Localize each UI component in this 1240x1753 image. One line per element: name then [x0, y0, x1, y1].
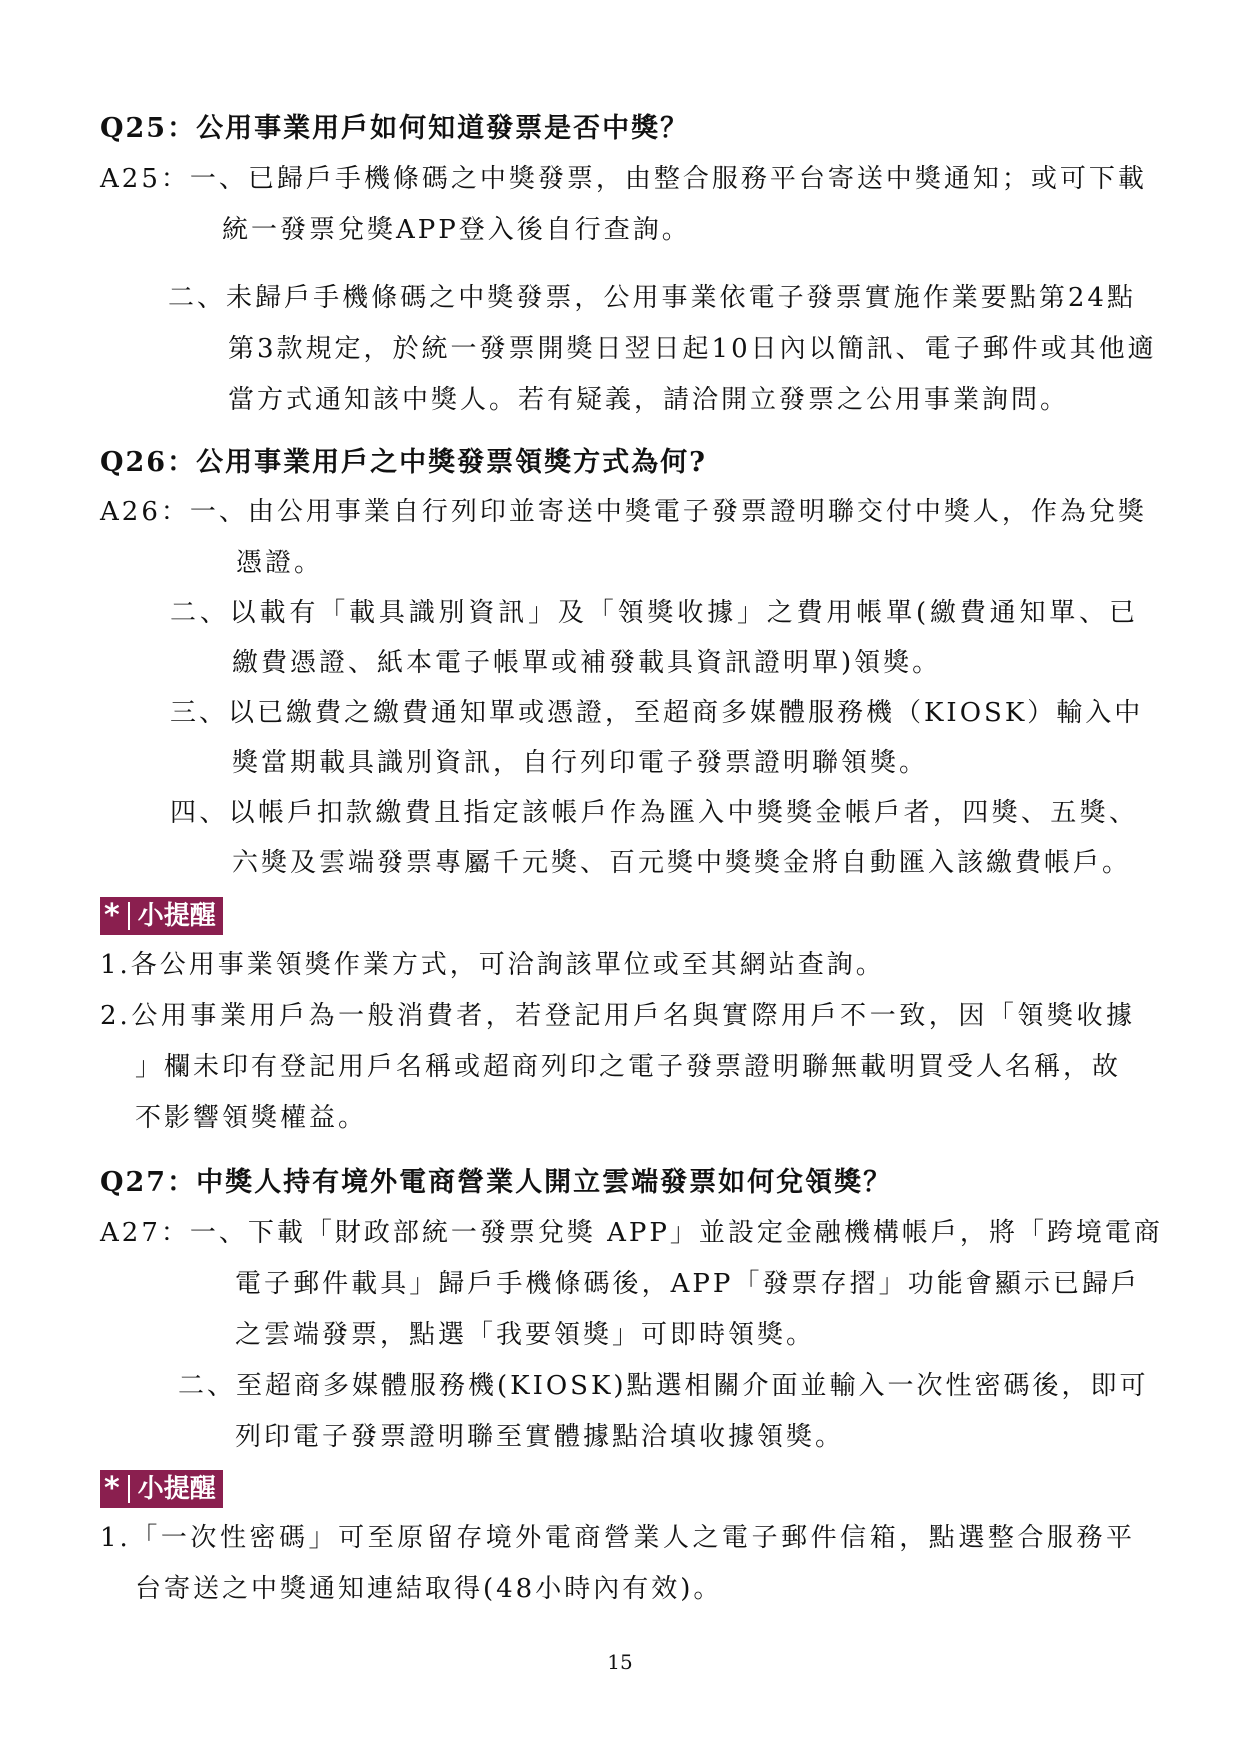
- answer-q26-line-8: 六獎及雲端發票專屬千元獎、百元獎中獎獎金將自動匯入該繳費帳戶。: [232, 848, 1132, 878]
- asterisk-icon: *: [104, 1471, 120, 1506]
- asterisk-icon: *: [104, 898, 120, 933]
- answer-q25-line-4: 第3款規定，於統一發票開獎日翌日起10日內以簡訊、電子郵件或其他適: [228, 334, 1157, 364]
- badge-divider: [128, 902, 130, 930]
- answer-q25-line-2: 統一發票兌獎APP登入後自行查詢。: [222, 215, 691, 245]
- question-q26: Q26：公用事業用戶之中獎發票領獎方式為何?: [100, 447, 707, 478]
- answer-q27-line-2: 電子郵件載具」歸戶手機條碼後，APP「發票存摺」功能會顯示已歸戶: [235, 1269, 1140, 1299]
- answer-q26-line-5: 三、以已繳費之繳費通知單或憑證，至超商多媒體服務機（KIOSK）輸入中: [170, 698, 1144, 728]
- page-number: 15: [607, 1650, 633, 1674]
- reminder-label: 小提醒: [137, 901, 216, 931]
- answer-q25-line-5: 當方式通知該中獎人。若有疑義，請洽開立發票之公用事業詢問。: [228, 385, 1070, 415]
- answer-q25-line-3: 二、未歸戶手機條碼之中獎發票，公用事業依電子發票實施作業要點第24點: [168, 283, 1136, 313]
- reminder-1-line-2: 2.公用事業用戶為一般消費者，若登記用戶名與實際用戶不一致，因「領獎收據: [100, 1001, 1135, 1031]
- question-q27: Q27：中獎人持有境外電商營業人開立雲端發票如何兌領獎？: [100, 1167, 893, 1198]
- answer-q27-line-5: 列印電子發票證明聯至實體據點洽填收據領獎。: [235, 1422, 845, 1452]
- reminder-2-line-2: 台寄送之中獎通知連結取得(48小時內有效)。: [135, 1574, 723, 1604]
- reminder-1-line-3: 」欄未印有登記用戶名稱或超商列印之電子發票證明聯無載明買受人名稱，故: [135, 1052, 1122, 1082]
- reminder-label: 小提醒: [137, 1474, 216, 1504]
- reminder-badge-2: [100, 1470, 223, 1508]
- question-q25: Q25：公用事業用戶如何知道發票是否中獎？: [100, 113, 690, 144]
- reminder-badge-1: [100, 897, 223, 935]
- answer-q26-line-2: 憑證。: [236, 548, 324, 578]
- answer-q27-line-1: A27：一、下載「財政部統一發票兌獎 APP」並設定金融機構帳戶，將「跨境電商: [100, 1218, 1163, 1248]
- answer-q27-line-4: 二、至超商多媒體服務機(KIOSK)點選相關介面並輸入一次性密碼後，即可: [178, 1371, 1149, 1401]
- answer-q27-line-3: 之雲端發票，點選「我要領獎」可即時領獎。: [235, 1320, 816, 1350]
- answer-q26-line-4: 繳費憑證、紙本電子帳單或補發載具資訊證明單)領獎。: [232, 648, 942, 678]
- answer-q26-line-1: A26：一、由公用事業自行列印並寄送中獎電子發票證明聯交付中獎人，作為兌獎: [100, 497, 1147, 527]
- answer-q25-line-1: A25：一、已歸戶手機條碼之中獎發票，由整合服務平台寄送中獎通知；或可下載: [100, 164, 1147, 194]
- answer-q26-line-7: 四、以帳戶扣款繳費且指定該帳戶作為匯入中獎獎金帳戶者，四獎、五獎、: [170, 798, 1138, 828]
- badge-divider: [128, 1475, 130, 1503]
- reminder-1-line-4: 不影響領獎權益。: [135, 1103, 368, 1133]
- reminder-2-line-1: 1.「一次性密碼」可至原留存境外電商營業人之電子郵件信箱，點選整合服務平: [100, 1523, 1135, 1553]
- answer-q26-line-6: 獎當期載具識別資訊，自行列印電子發票證明聯領獎。: [232, 748, 929, 778]
- answer-q26-line-3: 二、以載有「載具識別資訊」及「領獎收據」之費用帳單(繳費通知單、已: [170, 598, 1138, 628]
- reminder-1-line-1: 1.各公用事業領獎作業方式，可洽詢該單位或至其網站查詢。: [100, 950, 885, 980]
